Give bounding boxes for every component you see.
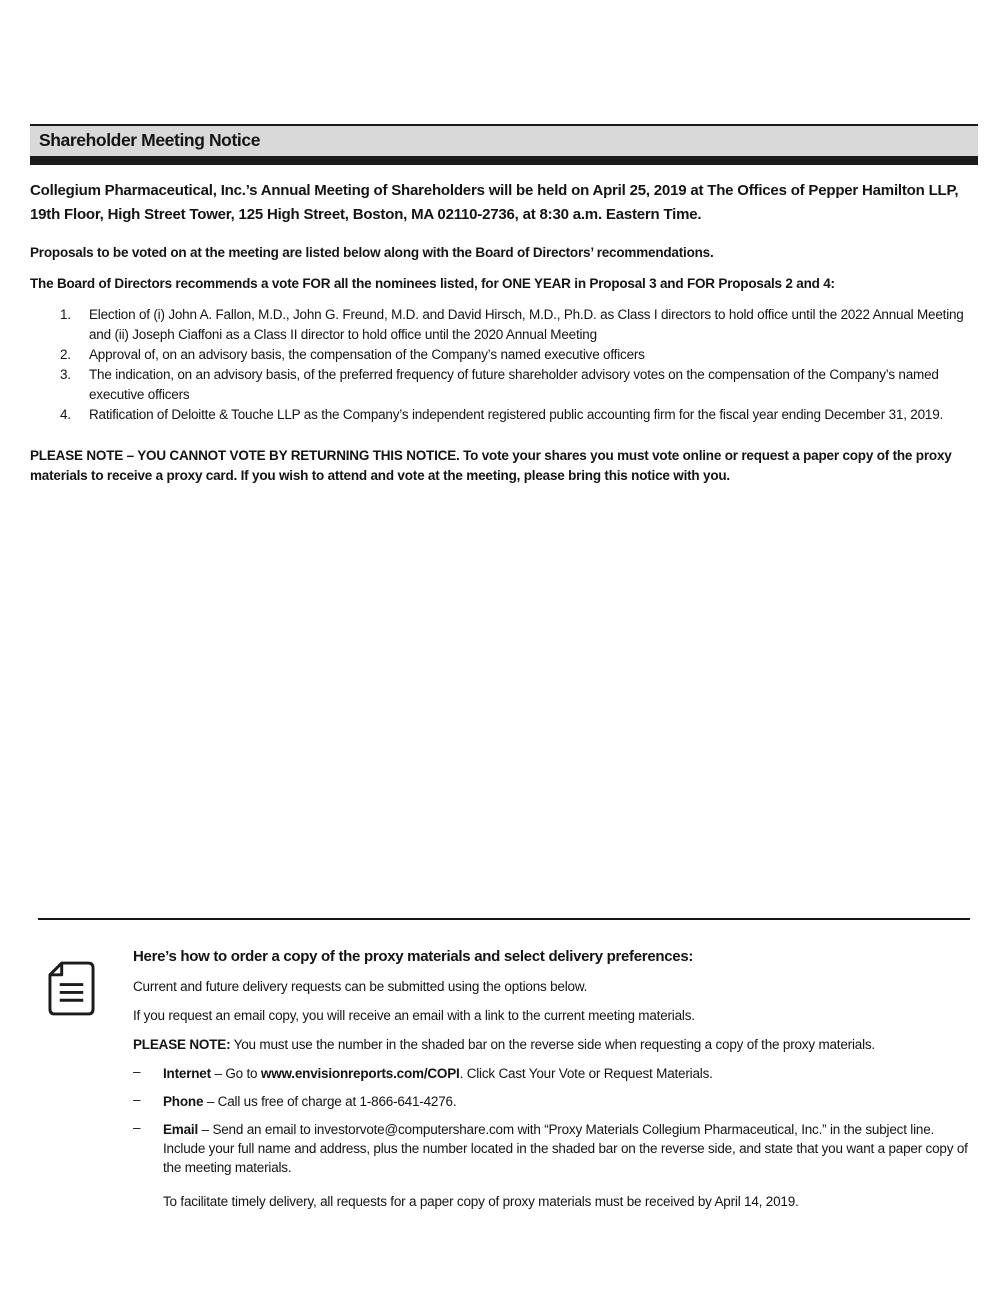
option-text-pre: – Go to [210,1066,261,1081]
option-label: Email [163,1122,199,1137]
proposal-text: Election of (i) John A. Fallon, M.D., John G. Freund, M.D. and David Hirsch, M.D., Ph.D. as Class I directors to hold office until the 2022 Annual Meeting and (ii) Joseph Ciaffoni as a Class II director to hold office until the 2020 Annual Meeting [89,307,964,342]
meeting-intro-paragraph: Collegium Pharmaceutical, Inc.’s Annual Meeting of Shareholders will be held on April 25, 2019 at The Offices of Pepper Hamilton LLP, 19th Floor, High Street Tower, 125 High Street, Boston, MA 02110-2736, at 8:30 a.m. Eastern Time. [30,182,959,223]
proposal-number: 3. [60,367,71,382]
order-option-phone [133,1092,974,1111]
order-line-email-copy: If you request an email copy, you will receive an email with a link to the current meeting materials. [133,1008,695,1023]
option-label: Phone [163,1094,204,1109]
option-text-post: . Click Cast Your Vote or Request Materials. [459,1066,713,1081]
proposal-text: The indication, on an advisory basis, of the preferred frequency of future shareholder advisory votes on the compensation of the Company’s named executive officers [89,367,939,402]
order-heading: Here’s how to order a copy of the proxy materials and select delivery preferences: [133,948,694,965]
dash-bullet: – [133,1064,141,1079]
header-title-strip [30,124,978,156]
recommendation-line: The Board of Directors recommends a vote FOR all the nominees listed, for ONE YEAR in Proposal 3 and FOR Proposals 2 and 4: [30,276,835,291]
order-option-phone-text [163,1092,974,1111]
order-text-column [133,948,974,1211]
order-option-internet-text [163,1064,974,1083]
dash-bullet: – [133,1092,141,1107]
header-band [30,124,978,165]
deadline-line: To facilitate timely delivery, all requests for a paper copy of proxy materials must be received by April 14, 2019. [163,1194,799,1209]
page-title: Shareholder Meeting Notice [39,130,261,150]
meeting-notice-section [30,179,974,486]
header-black-bar [30,156,978,165]
proposal-number: 4. [60,407,71,422]
order-materials-section [48,948,974,1211]
section-divider-rule [38,918,970,920]
dash-bullet: – [133,1120,141,1135]
order-line-delivery: Current and future delivery requests can be submitted using the options below. [133,979,588,994]
proposal-item-4 [60,405,974,425]
option-url: www.envisionreports.com/COPI [260,1066,460,1081]
proposal-number: 1. [60,307,71,322]
document-page-icon [48,961,95,1211]
option-text-pre: – Call us free of charge at 1-866-641-4276. [203,1094,457,1109]
proposals-line: Proposals to be voted on at the meeting are listed below along with the Board of Directors’ recommendations. [30,245,714,260]
proposal-item-2 [60,345,974,365]
order-option-internet [133,1064,974,1083]
proposal-text: Ratification of Deloitte & Touche LLP as the Company’s independent registered public accounting firm for the fiscal year ending December 31, 2019. [89,407,944,422]
option-text-pre: – Send an email to investorvote@computershare.com with “Proxy Materials Collegium Pharmaceutical, Inc.” in the subject line. Include your full name and address, plus the number located in the shaded bar on the reverse side, and state that you want a paper copy of the meeting materials. [163,1122,968,1175]
proposal-item-3 [60,365,974,405]
proposal-number: 2. [60,347,71,362]
order-note-text: You must use the number in the shaded bar on the reverse side when requesting a copy of the proxy materials. [230,1037,875,1052]
proposal-text: Approval of, on an advisory basis, the compensation of the Company’s named executive officers [89,347,645,362]
order-note-label: PLEASE NOTE: [133,1037,231,1052]
proposal-list [60,305,974,425]
option-label: Internet [163,1066,211,1081]
order-note [133,1035,974,1054]
please-note-paragraph: PLEASE NOTE – YOU CANNOT VOTE BY RETURNING THIS NOTICE. To vote your shares you must vote online or request a paper copy of the proxy materials to receive a proxy card. If you wish to attend and vote at the meeting, please bring this notice with you. [30,448,952,483]
order-option-email [133,1120,974,1177]
proposal-item-1 [60,305,974,345]
order-option-email-text [163,1120,974,1177]
